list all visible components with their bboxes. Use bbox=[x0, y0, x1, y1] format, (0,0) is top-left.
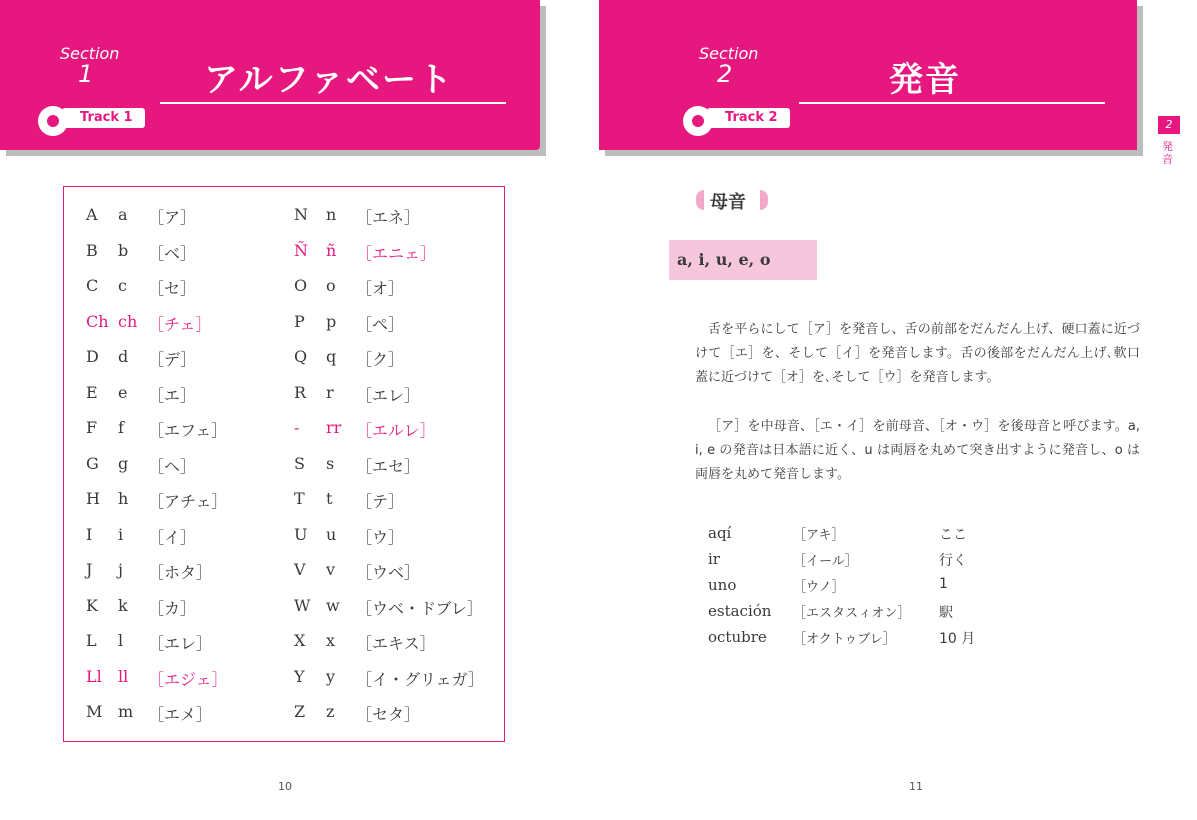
letter-pronunciation: ［エレ］ bbox=[148, 634, 213, 653]
section-label: Section bbox=[699, 44, 759, 63]
vowel-heading: 母音 bbox=[710, 192, 746, 213]
page-title: アルファベート bbox=[204, 60, 454, 100]
right-page bbox=[599, 0, 1197, 820]
letter-uppercase: B bbox=[86, 240, 98, 260]
letter-lowercase: h bbox=[118, 489, 129, 508]
letter-pronunciation: ［エキス］ bbox=[356, 634, 436, 653]
letter-pronunciation: ［アチェ］ bbox=[148, 492, 228, 511]
letter-lowercase: a bbox=[118, 205, 128, 224]
vocab-word: estación bbox=[708, 602, 772, 620]
letter-pronunciation: ［ク］ bbox=[356, 350, 405, 369]
vocab-meaning: ここ bbox=[939, 527, 967, 543]
vocab-pronunciation: ［イール］ bbox=[793, 554, 858, 569]
vowel-subheading: a, i, u, e, o bbox=[677, 250, 771, 269]
heading-bracket-left bbox=[696, 190, 704, 210]
vocab-word: aqí bbox=[708, 524, 732, 542]
letter-uppercase: W bbox=[294, 595, 311, 615]
letter-uppercase: A bbox=[86, 205, 98, 224]
track-label[interactable]: Track 2 bbox=[707, 108, 790, 128]
letter-lowercase: i bbox=[118, 524, 124, 544]
section-banner bbox=[599, 0, 1137, 150]
letter-uppercase: H bbox=[86, 489, 100, 508]
letter-uppercase: P bbox=[294, 311, 305, 331]
letter-pronunciation: ［テ］ bbox=[356, 492, 405, 511]
vocab-meaning: 駅 bbox=[939, 605, 953, 621]
vocab-meaning: 1 bbox=[939, 576, 948, 592]
vocab-pronunciation: ［エスタスィオン］ bbox=[793, 606, 911, 621]
letter-pronunciation: ［カ］ bbox=[148, 598, 197, 618]
letter-uppercase: S bbox=[294, 453, 305, 473]
letter-uppercase: K bbox=[86, 595, 98, 615]
vocab-pronunciation: ［アキ］ bbox=[793, 528, 845, 543]
vocab-word: octubre bbox=[708, 628, 767, 646]
letter-pronunciation: ［エ］ bbox=[148, 385, 197, 405]
section-label: Section bbox=[60, 44, 120, 63]
letter-uppercase: O bbox=[294, 276, 308, 295]
letter-uppercase: V bbox=[294, 560, 306, 579]
letter-lowercase: j bbox=[118, 560, 123, 579]
page-title: 発音 bbox=[889, 60, 961, 100]
letter-uppercase: E bbox=[86, 382, 98, 402]
letter-lowercase: m bbox=[118, 702, 134, 721]
letter-lowercase: z bbox=[326, 702, 335, 721]
letter-uppercase: M bbox=[86, 702, 103, 721]
letter-pronunciation: ［チェ］ bbox=[148, 314, 212, 334]
letter-pronunciation: ［ウベ］ bbox=[356, 563, 421, 582]
explanation-paragraph-2: ［ア］を中母音、［エ・イ］を前母音、［オ・ウ］を後母音と呼びます。a, i, e の発音は日本語に近く、u は両唇を丸めて突き出すように発音し、o は両唇を丸めて発音します。 bbox=[695, 419, 1140, 482]
letter-pronunciation: ［エセ］ bbox=[356, 456, 421, 476]
letter-lowercase: c bbox=[118, 276, 127, 295]
letter-uppercase: Ñ bbox=[294, 240, 308, 260]
letter-pronunciation: ［エレ］ bbox=[356, 385, 421, 405]
letter-lowercase: ll bbox=[118, 666, 129, 686]
letter-pronunciation: ［イ］ bbox=[148, 527, 197, 547]
letter-pronunciation: ［ウ］ bbox=[356, 527, 405, 547]
letter-uppercase: J bbox=[86, 560, 93, 579]
letter-lowercase: x bbox=[326, 631, 336, 650]
vocab-word: ir bbox=[708, 550, 720, 568]
letter-lowercase: ñ bbox=[326, 240, 337, 260]
track-label[interactable]: Track 1 bbox=[62, 108, 145, 128]
letter-lowercase: g bbox=[118, 453, 129, 473]
letter-pronunciation: ［ペ］ bbox=[356, 314, 405, 334]
letter-uppercase: D bbox=[86, 347, 99, 366]
letter-pronunciation: ［イ・グリェガ］ bbox=[356, 669, 485, 689]
alphabet-table bbox=[63, 186, 505, 742]
chapter-tab-number[interactable]: 2 bbox=[1158, 116, 1180, 134]
page-number: 10 bbox=[278, 780, 292, 793]
explanation-paragraph-1: 舌を平らにして［ア］を発音し、舌の前部をだんだん上げ、硬口蓋に近づけて［エ］を、そして［イ］を発音します。舌の後部をだんだん上げ､軟口蓋に近づけて［オ］を､そして［ウ］を発音します。 bbox=[695, 322, 1140, 385]
letter-lowercase: r bbox=[326, 382, 334, 402]
letter-lowercase: rr bbox=[326, 418, 342, 437]
title-underline bbox=[160, 102, 506, 104]
title-underline bbox=[799, 102, 1105, 104]
letter-pronunciation: ［デ］ bbox=[148, 350, 197, 369]
section-number: 1 bbox=[78, 60, 94, 88]
letter-pronunciation: ［エジェ］ bbox=[148, 669, 228, 689]
letter-pronunciation: ［ウベ・ドブレ］ bbox=[356, 598, 483, 618]
letter-lowercase: y bbox=[326, 666, 336, 686]
letter-lowercase: o bbox=[326, 276, 336, 295]
letter-pronunciation: ［エルレ］ bbox=[356, 421, 436, 440]
letter-lowercase: d bbox=[118, 347, 129, 366]
letter-lowercase: t bbox=[326, 489, 333, 508]
letter-uppercase: Q bbox=[294, 347, 308, 366]
letter-pronunciation: ［セ］ bbox=[148, 279, 197, 298]
letter-uppercase: C bbox=[86, 276, 99, 295]
letter-pronunciation: ［エフェ］ bbox=[148, 421, 228, 440]
letter-lowercase: p bbox=[326, 311, 337, 331]
letter-pronunciation: ［エメ］ bbox=[148, 705, 213, 724]
letter-pronunciation: ［エネ］ bbox=[356, 208, 421, 227]
letter-pronunciation: ［ヘ］ bbox=[148, 456, 197, 476]
section-number: 2 bbox=[717, 60, 733, 88]
letter-uppercase: U bbox=[294, 524, 308, 544]
letter-lowercase: ch bbox=[118, 311, 138, 331]
vocab-meaning: 10 月 bbox=[939, 631, 976, 647]
letter-uppercase: L bbox=[86, 631, 97, 650]
letter-pronunciation: ［オ］ bbox=[356, 279, 405, 298]
letter-pronunciation: ［セタ］ bbox=[356, 705, 421, 724]
vowel-subheading-box bbox=[669, 240, 817, 280]
letter-uppercase: Z bbox=[294, 702, 306, 721]
letter-uppercase: F bbox=[86, 418, 98, 437]
letter-uppercase: N bbox=[294, 205, 308, 224]
letter-lowercase: v bbox=[326, 560, 336, 579]
letter-pronunciation: ［エニェ］ bbox=[356, 243, 437, 263]
left-page bbox=[0, 0, 598, 820]
vocab-word: uno bbox=[708, 576, 737, 594]
letter-lowercase: n bbox=[326, 205, 337, 224]
letter-lowercase: l bbox=[118, 631, 124, 650]
letter-uppercase: Ch bbox=[86, 311, 109, 331]
letter-uppercase: X bbox=[294, 631, 306, 650]
page-number: 11 bbox=[909, 780, 923, 793]
vocab-pronunciation: ［ウノ］ bbox=[793, 580, 845, 595]
letter-lowercase: u bbox=[326, 524, 337, 544]
letter-uppercase: I bbox=[86, 524, 93, 544]
letter-pronunciation: ［ア］ bbox=[148, 208, 197, 227]
vocab-pronunciation: ［オクトゥブレ］ bbox=[793, 632, 896, 647]
letter-lowercase: k bbox=[118, 595, 128, 615]
letter-uppercase: Ll bbox=[86, 666, 102, 686]
letter-pronunciation: ［ベ］ bbox=[148, 243, 197, 263]
letter-uppercase: G bbox=[86, 453, 99, 473]
letter-lowercase: s bbox=[326, 453, 335, 473]
letter-uppercase: R bbox=[294, 382, 307, 402]
letter-lowercase: e bbox=[118, 382, 128, 402]
letter-uppercase: T bbox=[294, 489, 305, 508]
heading-bracket-right bbox=[760, 190, 768, 210]
letter-uppercase: - bbox=[294, 418, 300, 437]
letter-lowercase: b bbox=[118, 240, 129, 260]
letter-lowercase: w bbox=[326, 595, 340, 615]
letter-pronunciation: ［ホタ］ bbox=[148, 563, 213, 582]
letter-uppercase: Y bbox=[294, 666, 305, 686]
vocab-meaning: 行く bbox=[939, 553, 967, 569]
letter-lowercase: q bbox=[326, 347, 337, 366]
letter-lowercase: f bbox=[118, 418, 124, 437]
chapter-tab-label: 発音 bbox=[1162, 140, 1173, 166]
